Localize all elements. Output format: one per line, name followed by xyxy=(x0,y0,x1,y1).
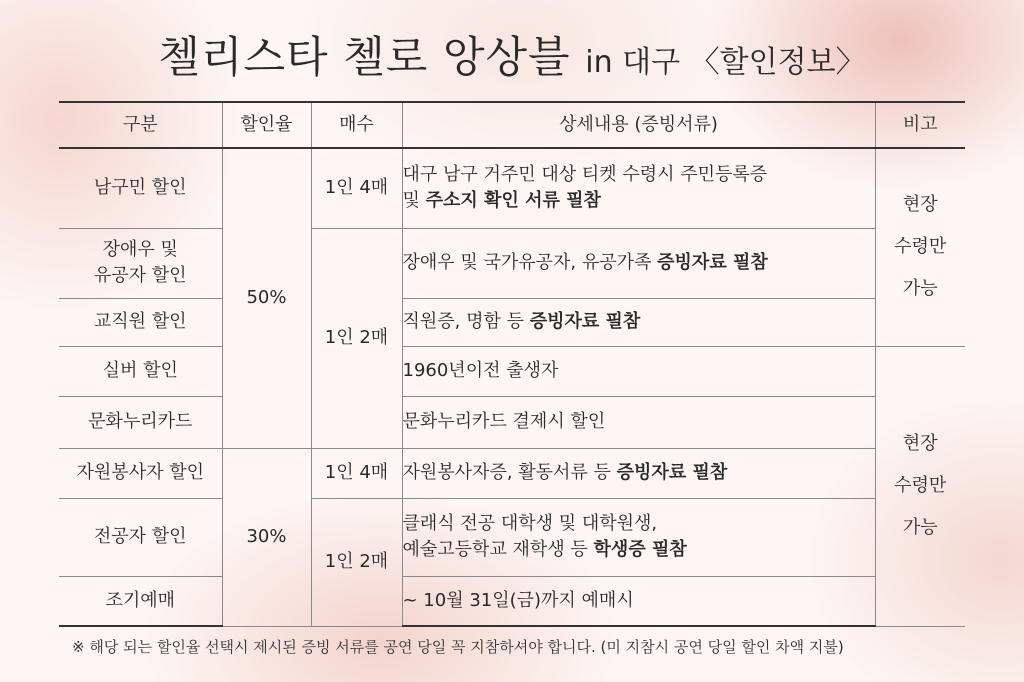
detail-line xyxy=(403,162,875,188)
detail-line xyxy=(403,409,875,435)
category-cell xyxy=(59,396,222,448)
count-value: 1인 2매 xyxy=(324,551,389,572)
category-label: 전공자 할인 xyxy=(93,526,187,547)
count-value: 1인 2매 xyxy=(324,327,389,348)
detail-text: 및 xyxy=(402,190,426,212)
category-label: 교직원 할인 xyxy=(93,311,187,332)
count-value: 1인 4매 xyxy=(324,462,389,483)
category-label: 문화누리카드 xyxy=(88,411,193,432)
detail-emphasis: 증빙자료 필참 xyxy=(657,252,768,273)
category-cell xyxy=(59,346,222,396)
detail-emphasis: 주소지 확인 서류 필참 xyxy=(425,190,601,212)
remark-line: 수령만 xyxy=(894,236,947,258)
detail-emphasis: 증빙자료 필참 xyxy=(529,311,641,332)
category-label: 자원봉사자 할인 xyxy=(76,462,204,483)
remark-cell xyxy=(875,148,965,346)
detail-cell xyxy=(402,396,875,448)
title-sub: in 대구 〈할인정보〉 xyxy=(585,45,866,80)
detail-text: 1960년이전 출생자 xyxy=(402,360,559,381)
remark-line: 현장 xyxy=(902,433,938,454)
detail-line xyxy=(403,188,875,214)
category-cell xyxy=(59,298,222,346)
count-cell xyxy=(311,148,402,228)
remark-line: 가능 xyxy=(902,278,938,300)
header-remarks: 비고 xyxy=(875,102,965,148)
category-label: 유공자 할인 xyxy=(93,265,187,286)
table-row xyxy=(59,498,965,576)
category-cell xyxy=(59,498,222,576)
detail-cell xyxy=(402,448,875,498)
detail-cell xyxy=(402,228,875,298)
detail-emphasis: 증빙자료 필참 xyxy=(616,462,728,483)
table-row xyxy=(59,576,965,626)
footnote: ※ 해당 되는 할인율 선택시 제시된 증빙 서류를 공연 당일 꼭 지참하셔야 합니다. (미 지참시 공연 당일 할인 차액 지불) xyxy=(72,638,844,656)
detail-cell xyxy=(402,148,875,228)
table-row xyxy=(59,396,965,448)
rate-cell xyxy=(222,148,311,448)
header-rate: 할인율 xyxy=(222,102,311,148)
page-title xyxy=(0,24,1024,85)
detail-line xyxy=(403,588,875,614)
rate-value: 50% xyxy=(246,287,287,309)
detail-text: 예술고등학교 재학생 등 xyxy=(402,539,594,560)
remark-line: 수령만 xyxy=(894,475,947,496)
detail-text: 장애우 및 국가유공자, 유공가족 xyxy=(402,252,658,273)
detail-line xyxy=(403,511,875,537)
header-details: 상세내용 (증빙서류) xyxy=(402,102,875,148)
rate-cell xyxy=(222,448,311,626)
detail-text: 직원증, 명함 등 xyxy=(402,311,530,332)
discount-table xyxy=(59,101,965,627)
table-row xyxy=(59,346,965,396)
detail-line xyxy=(403,309,875,335)
remark-cell xyxy=(875,346,965,626)
table-row xyxy=(59,228,965,298)
detail-line xyxy=(403,250,875,276)
category-cell xyxy=(59,148,222,228)
count-cell xyxy=(311,498,402,626)
remark-line: 현장 xyxy=(902,194,938,216)
detail-emphasis: 학생증 필참 xyxy=(593,539,687,560)
header-category: 구분 xyxy=(59,102,222,148)
detail-line xyxy=(403,358,875,384)
title-main: 첼리스타 첼로 앙상블 xyxy=(158,33,571,83)
table-header-row xyxy=(59,102,965,148)
table-row xyxy=(59,298,965,346)
detail-text: 대구 남구 거주민 대상 티켓 수령시 주민등록증 xyxy=(402,164,768,186)
detail-text: 문화누리카드 결제시 할인 xyxy=(402,411,606,432)
header-count: 매수 xyxy=(311,102,402,148)
remark-line: 가능 xyxy=(902,517,938,538)
detail-text: ~ 10월 31일(금)까지 예매시 xyxy=(402,589,634,611)
table-row xyxy=(59,148,965,228)
detail-cell xyxy=(402,498,875,576)
count-value: 1인 4매 xyxy=(324,177,389,199)
category-cell xyxy=(59,228,222,298)
detail-cell xyxy=(402,576,875,626)
detail-cell xyxy=(402,346,875,396)
category-label: 장애우 및 xyxy=(102,239,178,260)
category-label: 실버 할인 xyxy=(102,360,178,381)
category-cell xyxy=(59,448,222,498)
count-cell xyxy=(311,448,402,498)
table-row xyxy=(59,448,965,498)
rate-value: 30% xyxy=(246,526,287,547)
category-cell xyxy=(59,576,222,626)
category-label: 조기예매 xyxy=(105,589,176,611)
category-label: 남구민 할인 xyxy=(93,177,187,199)
detail-line xyxy=(403,537,875,563)
detail-line xyxy=(403,460,875,486)
detail-text: 클래식 전공 대학생 및 대학원생, xyxy=(402,513,658,534)
detail-text: 자원봉사자증, 활동서류 등 xyxy=(402,462,617,483)
detail-cell xyxy=(402,298,875,346)
count-cell xyxy=(311,228,402,448)
